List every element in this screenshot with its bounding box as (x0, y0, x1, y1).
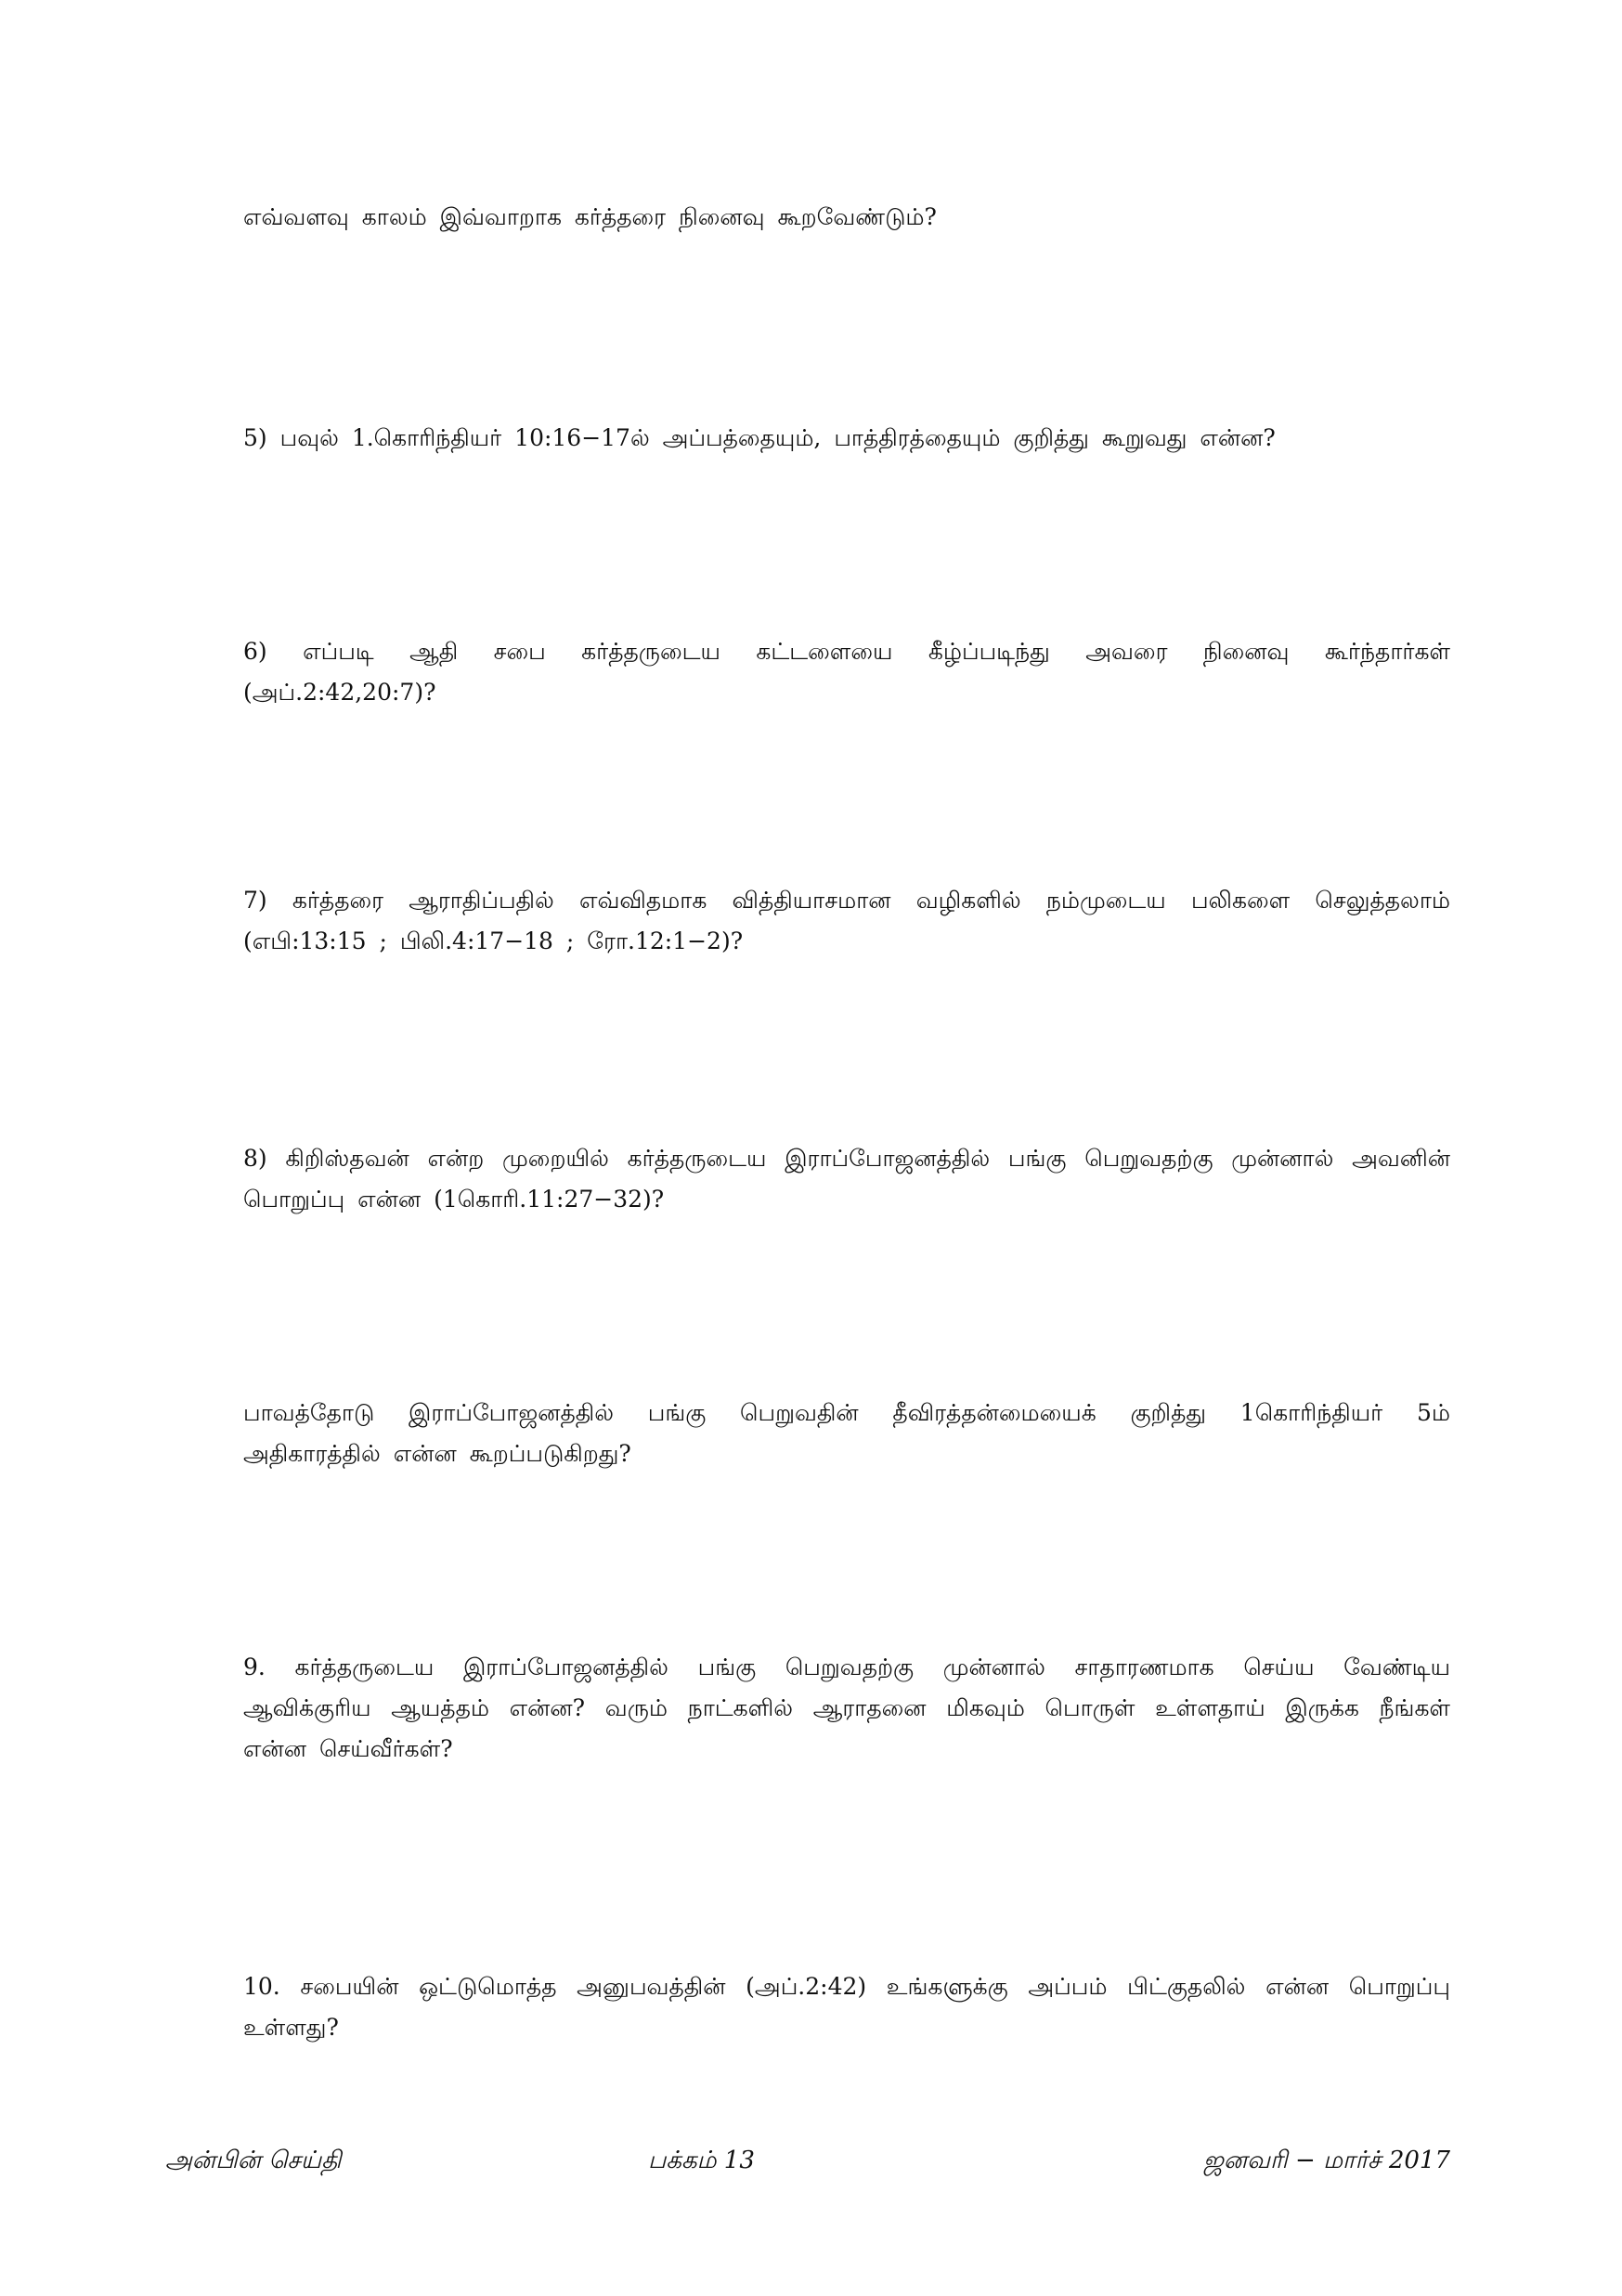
footer-issue-date: ஜனவரி − மார்ச் 2017 (1203, 2147, 1450, 2174)
question-5: 5) பவுல் 1.கொரிந்தியர் 10:16−17ல் அப்பத்தையும், பாத்திரத்தையும் குறித்து கூறுவது என்ன? (243, 424, 1276, 451)
footer-publication-title: அன்பின் செய்தி (165, 2147, 342, 2174)
question-text: எவ்வளவு காலம் இவ்வாறாக கர்த்தரை நினைவு கூறவேண்டும்? (243, 203, 937, 230)
question-10: 10. சபையின் ஒட்டுமொத்த அனுபவத்தின் (அப்.2:42) உங்களுக்கு அப்பம் பிட்குதலில் என்ன பொறுப்பு உள்ளது? (243, 1973, 1450, 2041)
question-6: 6) எப்படி ஆதி சபை கர்த்தருடைய கட்டளையை கீழ்ப்படிந்து அவரை நினைவு கூர்ந்தார்கள் (அப்.2:42,20:7)? (243, 638, 1450, 706)
question-9: 9. கர்த்தருடைய இராப்போஜனத்தில் பங்கு பெறுவதற்கு முன்னால் சாதாரணமாக செய்ய வேண்டிய ஆவிக்குரிய ஆயத்தம் என்ன? வரும் நாட்களில் ஆராதனை மிகவும் பொருள் உள்ளதாய் இருக்க நீங்கள் என்ன செய்வீர்கள்? (243, 1654, 1450, 1762)
question-7: 7) கர்த்தரை ஆராதிப்பதில் எவ்விதமாக வித்தியாசமான வழிகளில் நம்முடைய பலிகளை செலுத்தலாம் (எபி:13:15 ; பிலி.4:17−18 ; ரோ.12:1−2)? (243, 887, 1450, 954)
footer-page-number: பக்கம் 13 (648, 2147, 755, 2174)
question-8-followup: பாவத்தோடு இராப்போஜனத்தில் பங்கு பெறுவதின் தீவிரத்தன்மையைக் குறித்து 1கொரிந்தியர் 5ம் அதிகாரத்தில் என்ன கூறப்படுகிறது? (243, 1399, 1450, 1467)
question-8: 8) கிறிஸ்தவன் என்ற முறையில் கர்த்தருடைய இராப்போஜனத்தில் பங்கு பெறுவதற்கு முன்னால் அவனின் பொறுப்பு என்ன (1கொரி.11:27−32)? (243, 1145, 1450, 1213)
page-footer (165, 2147, 1450, 2189)
